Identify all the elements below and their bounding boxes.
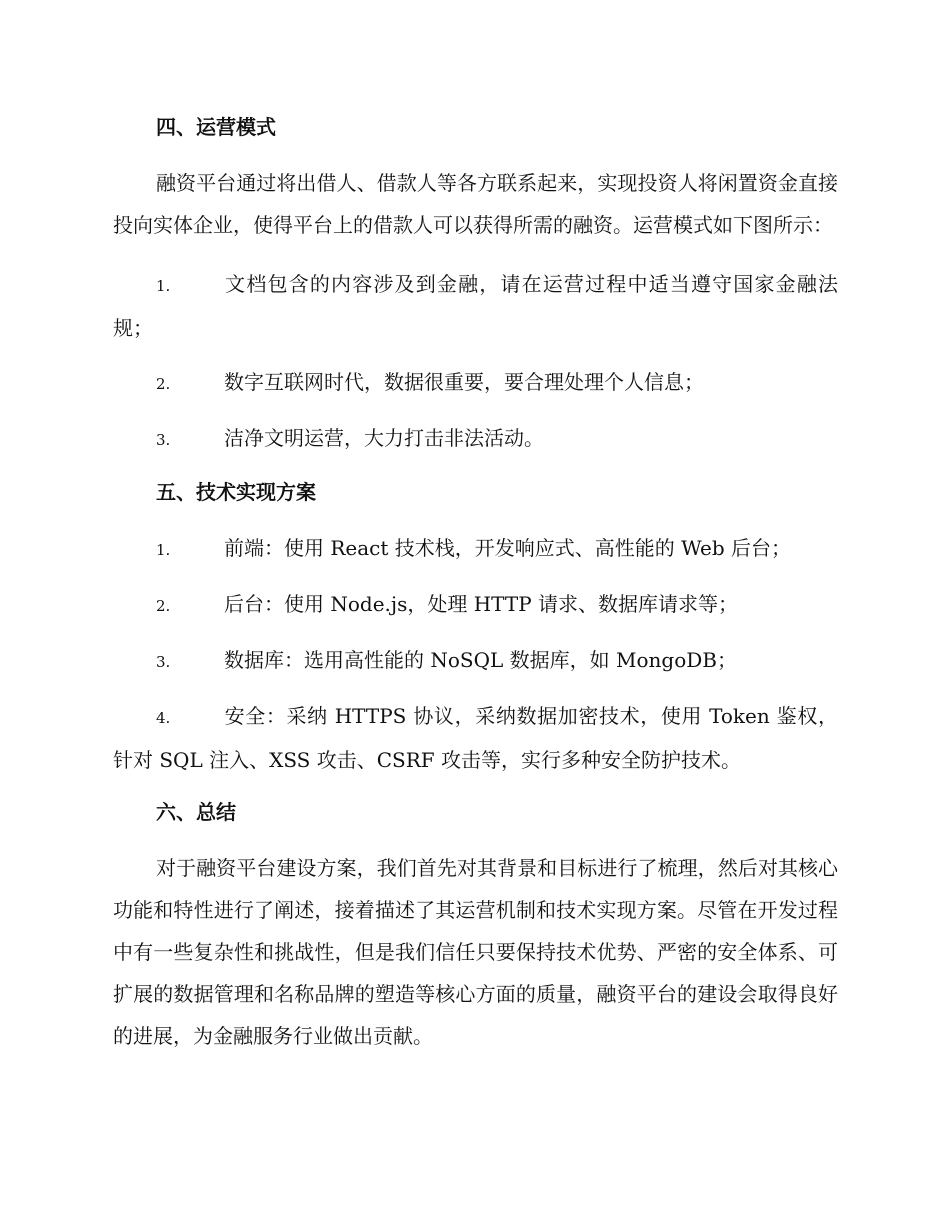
list-item [113, 361, 838, 405]
list-number: 3. [156, 431, 171, 449]
list-item-text: 数据库：选用高性能的 NoSQL 数据库，如 MongoDB； [224, 648, 737, 672]
list-item [113, 583, 838, 627]
list-item-text: 数字互联网时代，数据很重要，要合理处理个人信息； [224, 370, 704, 394]
list-item-text: 前端：使用 React 技术栈，开发响应式、高性能的 Web 后台； [224, 536, 792, 560]
summary-paragraph: 对于融资平台建设方案，我们首先对其背景和目标进行了梳理，然后对其核心功能和特性进行了阐述，接着描述了其运营机制和技术实现方案。尽管在开发过程中有一些复杂性和挑战性，但是我们信任只要保持技术优势、严密的安全体系、可扩展的数据管理和名称品牌的塑造等核心方面的质量，融资平台的建设会取得良好的进展，为金融服务行业做出贡献。 [113, 856, 838, 1048]
section-heading-tech: 五、技术实现方案 [156, 480, 316, 504]
list-item-text: 后台：使用 Node.js，处理 HTTP 请求、数据库请求等； [224, 592, 739, 616]
list-number: 2. [156, 597, 171, 615]
list-number: 1. [156, 541, 171, 559]
list-item [113, 695, 838, 781]
list-item [113, 527, 838, 571]
section-heading-operations: 四、运营模式 [156, 115, 276, 139]
list-item [113, 639, 838, 683]
list-item [113, 263, 838, 349]
list-item-text: 文档包含的内容涉及到金融，请在运营过程中适当遵守国家金融法规； [113, 272, 838, 340]
list-item-text: 安全：采纳 HTTPS 协议，采纳数据加密技术，使用 Token 鉴权，针对 SQL 注入、XSS 攻击、CSRF 攻击等，实行多种安全防护技术。 [113, 704, 838, 772]
list-number: 2. [156, 375, 171, 393]
list-item [113, 417, 838, 461]
list-number: 1. [156, 277, 171, 295]
section-heading-summary: 六、总结 [156, 800, 236, 824]
operations-paragraph: 融资平台通过将出借人、借款人等各方联系起来，实现投资人将闲置资金直接投向实体企业，使得平台上的借款人可以获得所需的融资。运营模式如下图所示： [113, 171, 838, 237]
list-item-text: 洁净文明运营，大力打击非法活动。 [224, 426, 544, 450]
document-body [113, 108, 838, 1074]
list-number: 4. [156, 709, 171, 727]
list-number: 3. [156, 653, 171, 671]
